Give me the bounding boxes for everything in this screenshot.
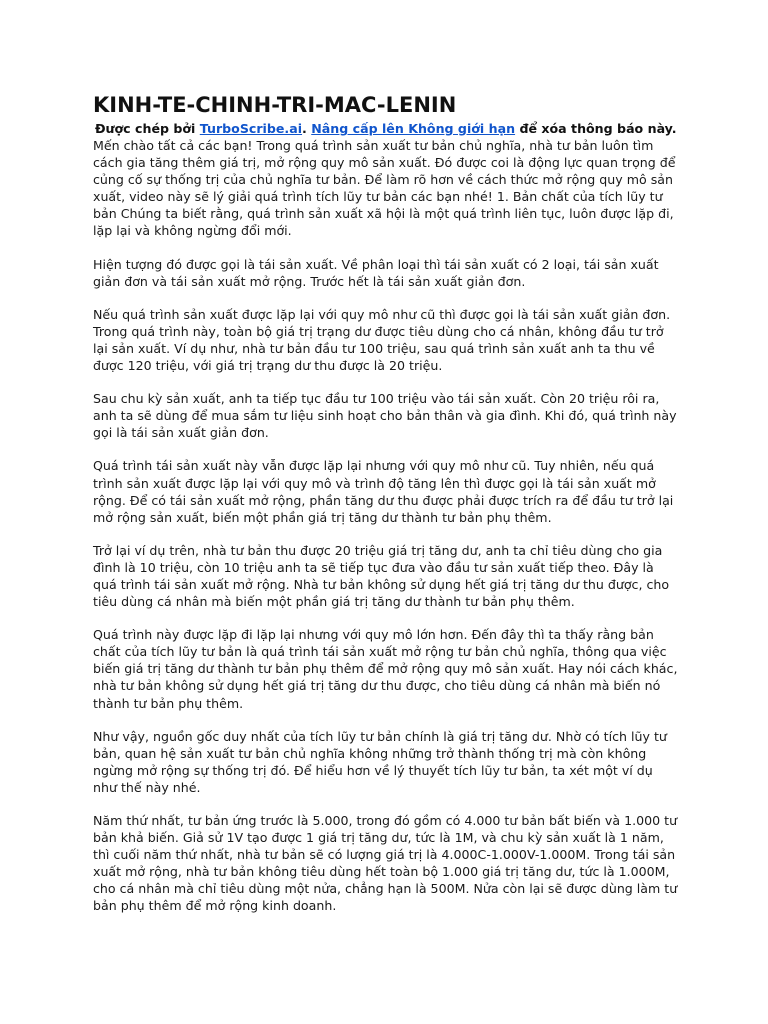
paragraph-9: Năm thứ nhất, tư bản ứng trước là 5.000, trong đó gồm có 4.000 tư bản bất biến và 1.000 tư bản khả biến. Giả sử 1V tạo được 1 giá trị tăng dư, tức là 1M, và chu kỳ sản xuất là 1 năm, thì cuối năm thứ nhất, nhà tư bản sẽ có lượng giá trị là 4.000C-1.000V-1.000M. Trong tái sản xuất mở rộng, nhà tư bản không tiêu dùng hết toàn bộ 1.000 giá trị tăng dư, tức là 1.000M, cho cá nhân mà chỉ tiêu dùng một nửa, chẳng hạn là 500M. Nửa còn lại sẽ được dùng làm tư bản phụ thêm để mở rộng kinh doanh. bbox=[93, 813, 678, 914]
paragraph-6: Trở lại ví dụ trên, nhà tư bản thu được 20 triệu giá trị tăng dư, anh ta chỉ tiêu dùng cho gia đình là 10 triệu, còn 10 triệu anh ta sẽ tiếp tục đưa vào đầu tư sản xuất tiếp theo. Đây là quá trình tái sản xuất mở rộng. Nhà tư bản không sử dụng hết giá trị tăng dư thu được, cho tiêu dùng cá nhân mà biến một phần giá trị tăng dư thành tư bản phụ thêm. bbox=[93, 542, 670, 610]
paragraph-4: Sau chu kỳ sản xuất, anh ta tiếp tục đầu tư 100 triệu vào tái sản xuất. Còn 20 triệu rôi ra, anh ta sẽ dùng để mua sắm tư liệu sinh hoạt cho bản thân và gia đình. Khi đó, quá trình này gọi là tái sản xuất giản đơn. bbox=[93, 391, 677, 441]
paragraph-5: Quá trình tái sản xuất này vẫn được lặp lại nhưng với quy mô như cũ. Tuy nhiên, nếu quá trình sản xuất được lặp lại với quy mô và trình độ tăng lên thì được gọi là tái sản xuất mở rộng. Để có tái sản xuất mở rộng, phần tăng dư thu được phải được trích ra để đầu tư trở lại mở rộng sản xuất, biến một phần giá trị tăng dư thành tư bản phụ thêm. bbox=[93, 458, 674, 525]
credit-suffix: để xóa thông báo này. bbox=[515, 121, 677, 136]
credit-separator: . bbox=[302, 121, 312, 136]
transcription-credit bbox=[95, 120, 678, 137]
paragraph-2: Hiện tượng đó được gọi là tái sản xuất. Về phân loại thì tái sản xuất có 2 loại, tái sản xuất giản đơn và tái sản xuất mở rộng. Trước hết là tái sản xuất giản đơn. bbox=[93, 256, 659, 289]
document-title: KINH-TE-CHINH-TRI-MAC-LENIN bbox=[93, 93, 457, 117]
paragraph-3: Nếu quá trình sản xuất được lặp lại với quy mô như cũ thì được gọi là tái sản xuất giản đơn. Trong quá trình này, toàn bộ giá trị trạng dư được tiêu dùng cho cá nhân, không đầu tư trở lại sản xuất. Ví dụ như, nhà tư bản đầu tư 100 triệu, sau quá trình sản xuất anh ta thu về được 120 triệu, với giá trị trạng dư thu được là 20 triệu. bbox=[93, 306, 671, 374]
turboscribe-link[interactable]: TurboScribe.ai bbox=[199, 121, 303, 136]
document-page bbox=[93, 92, 678, 931]
upgrade-link[interactable]: Nâng cấp lên Không giới hạn bbox=[311, 121, 516, 136]
paragraph-8: Như vậy, nguồn gốc duy nhất của tích lũy tư bản chính là giá trị tăng dư. Nhờ có tích lũy tư bản, quan hệ sản xuất tư bản chủ nghĩa không những trở thành thống trị mà còn không ngừng mở rộng sự thống trị đó. Để hiểu hơn về lý thuyết tích lũy tư bản, ta xét một ví dụ như thế này nhé. bbox=[93, 728, 667, 795]
credit-prefix: Được chép bởi bbox=[95, 121, 200, 136]
paragraph-1: Mến chào tất cả các bạn! Trong quá trình sản xuất tư bản chủ nghĩa, nhà tư bản luôn tìm cách gia tăng thêm giá trị, mở rộng quy mô sản xuất. Đó được coi là động lực quan trọng để củng cố sự thống trị của chủ nghĩa tư bản. Để làm rõ hơn về cách thức mở rộng quy mô sản xuất, video này sẽ lý giải quá trình tích lũy tư bản các bạn nhé! 1. Bản chất của tích lũy tư bản Chúng ta biết rằng, quá trình sản xuất xã hội là một quá trình liên tục, luôn được lặp đi, lặp lại và không ngừng đổi mới. bbox=[93, 138, 676, 239]
paragraph-7: Quá trình này được lặp đi lặp lại nhưng với quy mô lớn hơn. Đến đây thì ta thấy rằng bản chất của tích lũy tư bản là quá trình tái sản xuất mở rộng tư bản chủ nghĩa, thông qua việc biến giá trị tăng dư thành tư bản phụ thêm để mở rộng quy mô sản xuất. Hay nói cách khác, nhà tư bản không sử dụng hết giá trị tăng dư thu được, cho tiêu dùng cá nhân mà biến nó thành tư bản phụ thêm. bbox=[93, 627, 678, 711]
